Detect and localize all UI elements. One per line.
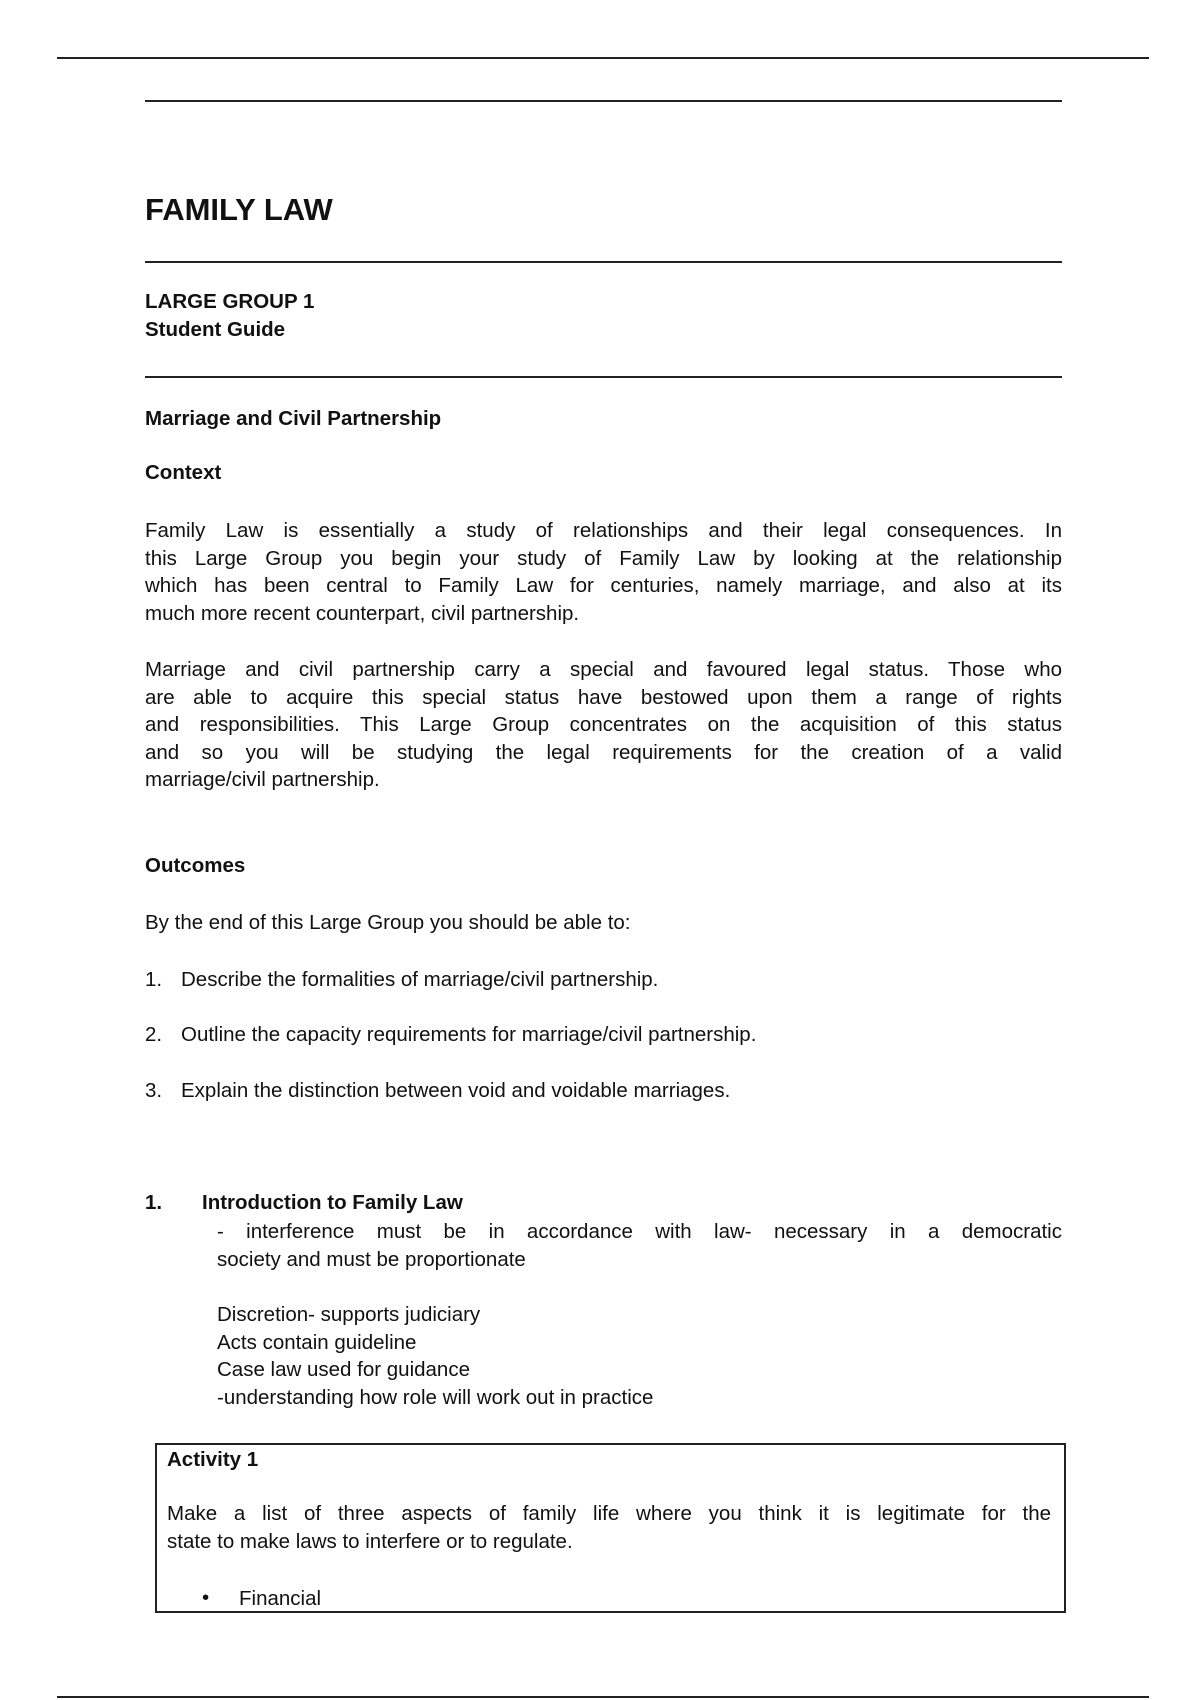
outcome-number: 3. <box>145 1079 163 1102</box>
outcome-number: 2. <box>145 1023 163 1046</box>
text-line: and responsibilities. This Large Group concentrates on the acquisition of this status <box>145 713 1062 736</box>
text-line: this Large Group you begin your study of Family Law by looking at the relationship <box>145 546 1062 570</box>
page-title: FAMILY LAW <box>145 192 333 227</box>
section-heading: Introduction to Family Law <box>202 1191 463 1214</box>
outcome-text: Explain the distinction between void and voidable marriages. <box>181 1079 731 1102</box>
text-line: society and must be proportionate <box>217 1247 526 1271</box>
text-line: - interference must be in accordance with law- necessary in a democratic <box>217 1220 1062 1243</box>
section-notes <box>217 1301 653 1411</box>
activity-heading: Activity 1 <box>167 1448 259 1471</box>
outcomes-heading: Outcomes <box>145 854 246 877</box>
section-number: 1. <box>145 1191 163 1214</box>
section-note <box>217 1218 1062 1273</box>
title-rule <box>145 261 1062 263</box>
guide-label: Student Guide <box>145 318 286 341</box>
text-line: state to make laws to interfere or to regulate. <box>167 1529 573 1553</box>
context-paragraph-2 <box>145 656 1062 794</box>
text-line: marriage/civil partnership. <box>145 768 380 791</box>
note-line: Case law used for guidance <box>217 1358 470 1381</box>
header-rule <box>145 100 1062 102</box>
activity-bullet: Financial <box>239 1587 322 1610</box>
activity-box <box>155 1443 1066 1613</box>
note-line: Discretion- supports judiciary <box>217 1303 481 1326</box>
outcome-text: Describe the formalities of marriage/civil partnership. <box>181 968 659 991</box>
note-line: Acts contain guideline <box>217 1330 417 1354</box>
outcome-text: Outline the capacity requirements for marriage/civil partnership. <box>181 1023 757 1046</box>
text-line: Family Law is essentially a study of relationships and their legal consequences. In <box>145 519 1062 542</box>
note-line: -understanding how role will work out in practice <box>217 1385 654 1409</box>
text-line: Marriage and civil partnership carry a special and favoured legal status. Those who <box>145 658 1062 681</box>
activity-instructions <box>167 1500 1051 1555</box>
text-line: much more recent counterpart, civil partnership. <box>145 601 580 625</box>
group-label: LARGE GROUP 1 <box>145 290 315 313</box>
text-line: Make a list of three aspects of family life where you think it is legitimate for the <box>167 1502 1051 1525</box>
page-bottom-rule <box>57 1696 1149 1698</box>
text-line: which has been central to Family Law for centuries, namely marriage, and also at its <box>145 574 1062 597</box>
outcome-number: 1. <box>145 968 163 991</box>
text-line: and so you will be studying the legal requirements for the creation of a valid <box>145 740 1062 764</box>
context-heading: Context <box>145 461 222 484</box>
page-top-rule <box>57 57 1149 59</box>
text-line: are able to acquire this special status have bestowed upon them a range of rights <box>145 685 1062 709</box>
subtitle-rule <box>145 376 1062 378</box>
outcomes-intro: By the end of this Large Group you should be able to: <box>145 911 631 934</box>
context-paragraph-1 <box>145 517 1062 627</box>
topic-heading: Marriage and Civil Partnership <box>145 407 442 430</box>
bullet-icon: • <box>202 1586 210 1609</box>
